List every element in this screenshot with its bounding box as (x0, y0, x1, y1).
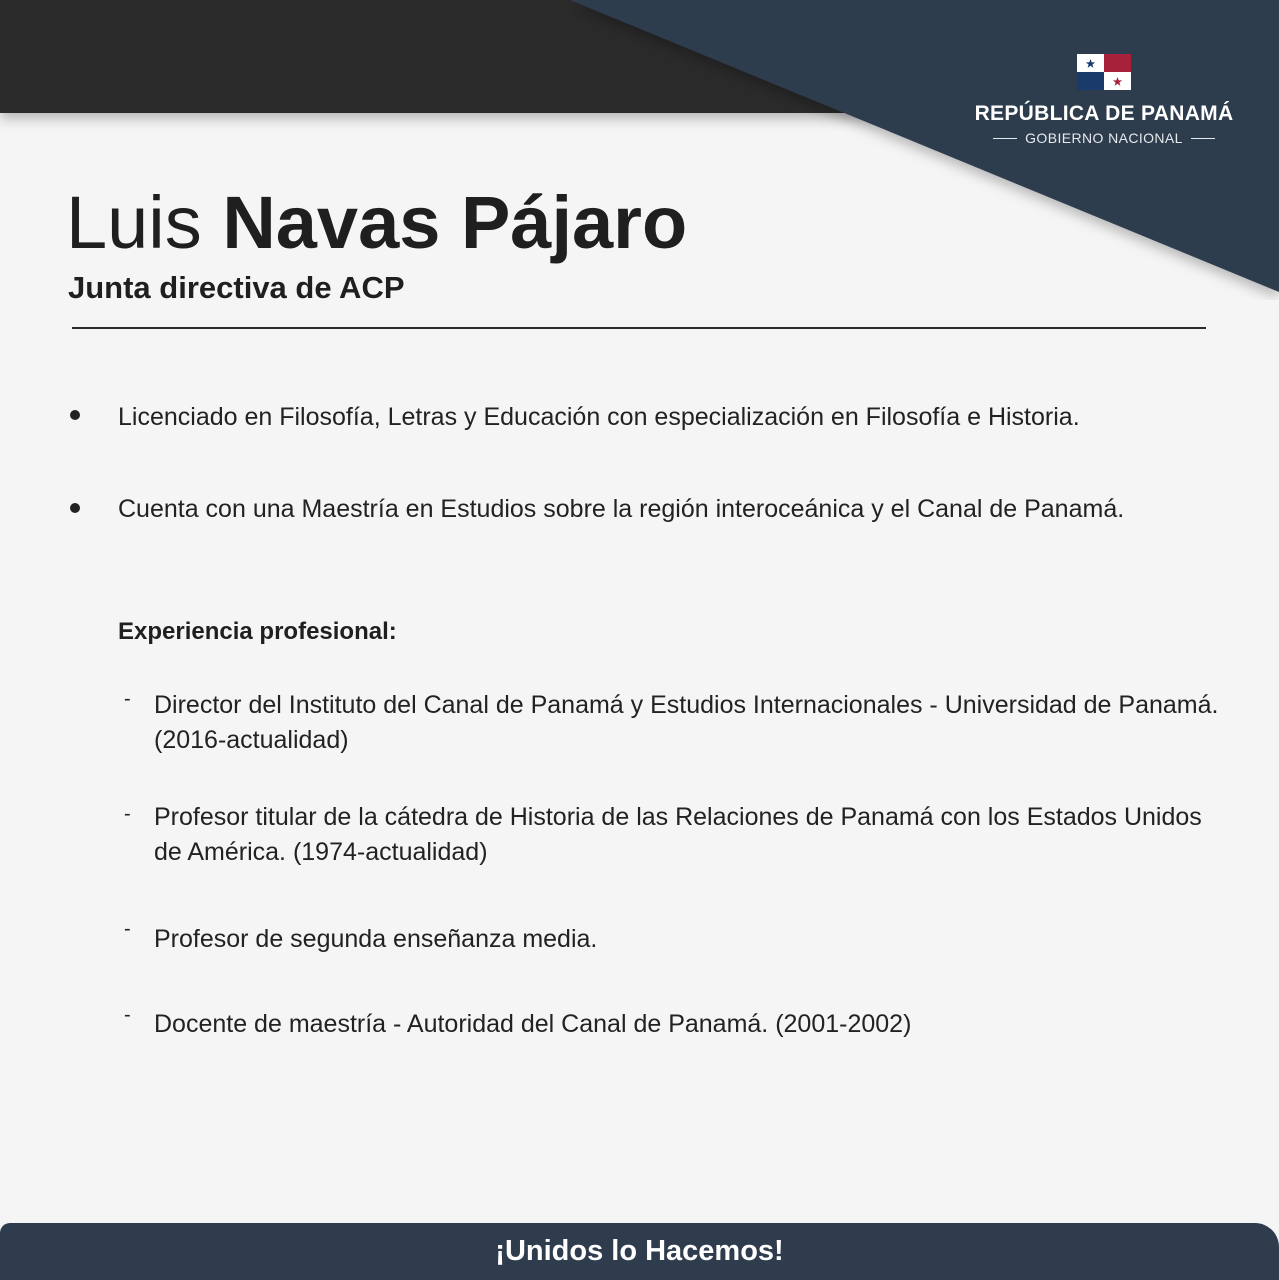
experience-heading: Experiencia profesional: (118, 618, 397, 645)
government-logo (969, 54, 1239, 146)
footer-banner (0, 1223, 1279, 1280)
experience-item: Director del Instituto del Canal de Panamá y Estudios Internacionales - Universidad de Panamá. (2016-actualidad) (154, 691, 1219, 754)
divider-line (993, 138, 1017, 139)
dash-marker: - (124, 803, 131, 825)
title-divider (72, 327, 1206, 329)
republic-title: REPÚBLICA DE PANAMÁ (974, 102, 1234, 125)
person-name (66, 181, 688, 264)
divider-line (1191, 138, 1215, 139)
panama-flag-icon (1077, 54, 1131, 90)
government-subtitle: GOBIERNO NACIONAL (1025, 130, 1183, 146)
last-name: Navas Pájaro (222, 181, 688, 264)
first-name: Luis (66, 181, 202, 264)
bullet-item: Licenciado en Filosofía, Letras y Educación con especialización en Filosofía e Historia. (118, 403, 1080, 431)
experience-item: Docente de maestría - Autoridad del Canal de Panamá. (2001-2002) (154, 1010, 912, 1038)
bullet-item: Cuenta con una Maestría en Estudios sobre la región interoceánica y el Canal de Panamá. (118, 495, 1125, 523)
dash-marker: - (124, 688, 131, 710)
dash-marker: - (124, 1004, 131, 1026)
dash-marker: - (124, 918, 131, 940)
person-role: Junta directiva de ACP (68, 270, 405, 305)
government-subtitle-row (969, 130, 1239, 146)
footer-slogan: ¡Unidos lo Hacemos! (495, 1235, 784, 1267)
experience-item: Profesor titular de la cátedra de Historia de las Relaciones de Panamá con los Estados Unidos de América. (1974-actualidad) (154, 803, 1202, 866)
bullet-dot (70, 410, 80, 420)
bullet-dot (70, 503, 80, 513)
experience-item: Profesor de segunda enseñanza media. (154, 925, 598, 953)
